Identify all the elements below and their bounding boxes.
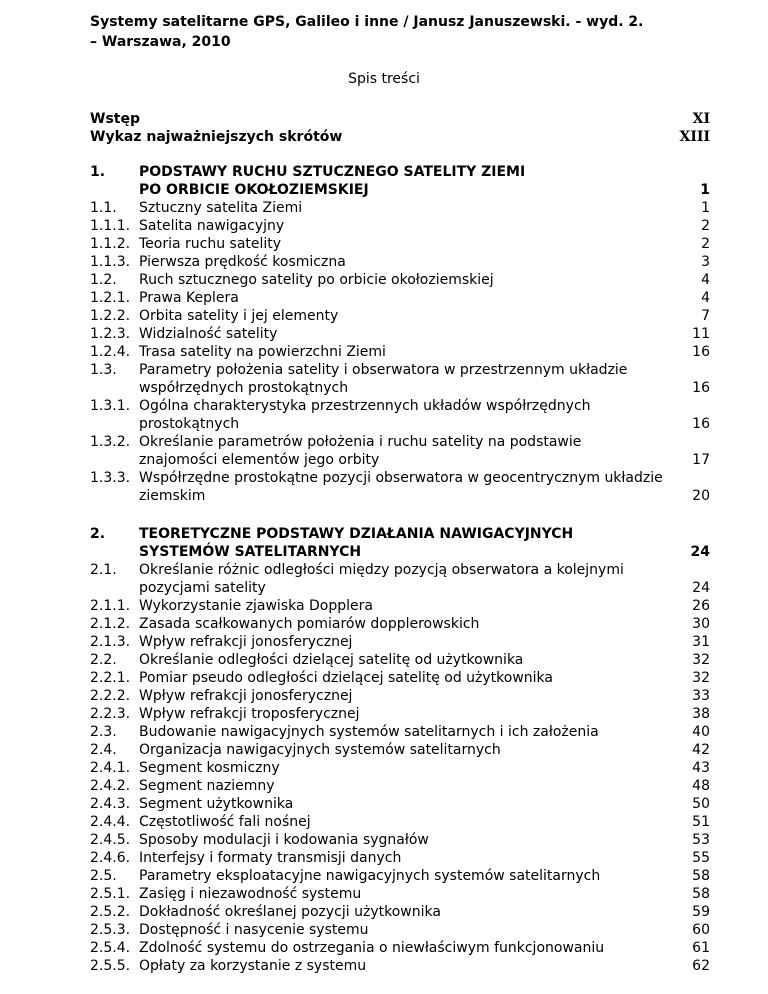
chapter-2-section [90,525,710,975]
entry-number: 1.2.4. [90,344,131,360]
toc-entry [90,597,710,615]
toc-entry [90,289,710,307]
entry-number: 2.5.4. [90,940,131,956]
toc-entry [90,307,710,325]
toc-entry [90,343,710,361]
entry-title: Zdolność systemu do ostrzegania o niewłaściwym funkcjonowaniu [139,940,605,956]
entry-number: 1.1.2. [90,236,131,252]
entry-title: Trasa satelity na powierzchni Ziemi [139,344,386,360]
entry-number: 2.1.2. [90,616,131,632]
toc-entry [90,469,710,505]
entry-page: 3 [701,254,710,270]
entry-title: Opłaty za korzystanie z systemu [139,958,367,974]
entry-title: Wpływ refrakcji jonosferycznej [139,688,353,704]
entry-page: 2 [701,236,710,252]
entry-number: 2.5. [90,868,117,884]
toc-heading: Spis treści [348,71,420,87]
citation-line-1: Systemy satelitarne GPS, Galileo i inne / Janusz Januszewski. - wyd. 2. [90,14,644,30]
chapter-2-heading [90,525,710,561]
entry-page: 32 [692,670,710,686]
entry-title: Sztuczny satelita Ziemi [139,200,303,216]
entry-title: Dokładność określanej pozycji użytkownika [139,904,441,920]
entry-number: 1.3. [90,362,117,378]
entry-number: 2.1.3. [90,634,131,650]
toc-entry [90,199,710,217]
entry-title: Satelita nawigacyjny [139,218,285,234]
book-citation [90,12,730,52]
toc-entry [90,687,710,705]
toc-entry [90,777,710,795]
entry-page: 62 [692,958,710,974]
toc-entry [90,867,710,885]
entry-number: 2.4.2. [90,778,131,794]
toc-entry [90,813,710,831]
entry-title: Interfejsy i formaty transmisji danych [139,850,402,866]
entry-number: 2.2.2. [90,688,131,704]
toc-entry [90,849,710,867]
entry-number: 1.3.1. [90,398,131,414]
entry-title: Parametry eksploatacyjne nawigacyjnych systemów satelitarnych [139,868,601,884]
entry-page: 58 [692,868,710,884]
toc-entry [90,235,710,253]
chapter-1-section [90,163,710,505]
entry-title: Teoria ruchu satelity [139,236,282,252]
toc-entry [90,939,710,957]
entry-page: 42 [692,742,710,758]
toc-entry [90,633,710,651]
entry-title: Wpływ refrakcji jonosferycznej [139,634,353,650]
entry-number: 2.2.3. [90,706,131,722]
entry-title: Pierwsza prędkość kosmiczna [139,254,346,270]
entry-number: 2.4.3. [90,796,131,812]
entry-page: 40 [692,724,710,740]
entry-title: Współrzędne prostokątne pozycji obserwatora w geocentrycznym układzie ziemskim [139,470,663,504]
entry-number: 2.4.4. [90,814,131,830]
chapter-page: 24 [690,544,710,560]
entry-title: Segment użytkownika [139,796,294,812]
entry-page: 59 [692,904,710,920]
toc-entry [90,561,710,597]
chapter-number: 2. [90,526,106,542]
front-matter-intro [90,110,710,128]
entry-page: 1 [701,200,710,216]
entry-page: 38 [692,706,710,722]
chapter-page: 1 [700,182,710,198]
toc-entry [90,615,710,633]
front-page: XIII [679,129,710,145]
entry-number: 2.3. [90,724,117,740]
entry-page: 51 [692,814,710,830]
entry-page: 58 [692,886,710,902]
chapter-title: TEORETYCZNE PODSTAWY DZIAŁANIA NAWIGACYJNYCH SYSTEMÓW SATELITARNYCH [139,526,574,560]
front-title: Wstęp [90,111,140,127]
entry-page: 48 [692,778,710,794]
entry-page: 26 [692,598,710,614]
entry-number: 2.1.1. [90,598,131,614]
chapter-number: 1. [90,164,106,180]
entry-page: 33 [692,688,710,704]
entry-title: Segment naziemny [139,778,275,794]
entry-title: Organizacja nawigacyjnych systemów satelitarnych [139,742,501,758]
entry-title: Parametry położenia satelity i obserwatora w przestrzennym układzie współrzędnych prostokątnych [139,362,628,396]
toc-entry [90,903,710,921]
toc-entry [90,957,710,975]
chapter-2-entries [90,561,710,975]
entry-page: 2 [701,218,710,234]
toc-entry [90,325,710,343]
entry-page: 16 [692,344,710,360]
toc-entry [90,669,710,687]
toc-entry [90,271,710,289]
entry-page: 11 [692,326,710,342]
front-title: Wykaz najważniejszych skrótów [90,129,343,145]
entry-title: Ruch sztucznego satelity po orbicie okołoziemskiej [139,272,494,288]
entry-page: 61 [692,940,710,956]
chapter-1-entries [90,199,710,505]
toc-entry [90,795,710,813]
citation-line-2: – Warszawa, 2010 [90,34,231,50]
chapter-1-heading [90,163,710,199]
entry-number: 1.2.1. [90,290,131,306]
entry-title: Wpływ refrakcji troposferycznej [139,706,360,722]
entry-number: 1.2. [90,272,117,288]
chapter-title: PODSTAWY RUCHU SZTUCZNEGO SATELITY ZIEMI PO ORBICIE OKOŁOZIEMSKIEJ [139,164,526,198]
toc-entry [90,831,710,849]
entry-number: 1.1.3. [90,254,131,270]
entry-page: 30 [692,616,710,632]
entry-title: Pomiar pseudo odległości dzielącej satelitę od użytkownika [139,670,553,686]
toc-entry [90,397,710,433]
entry-number: 1.3.2. [90,434,131,450]
entry-page: 17 [692,452,710,468]
entry-page: 7 [701,308,710,324]
entry-title: Segment kosmiczny [139,760,280,776]
entry-number: 2.4. [90,742,117,758]
toc-entry [90,705,710,723]
entry-number: 1.2.3. [90,326,131,342]
entry-page: 16 [692,416,710,432]
entry-title: Określanie różnic odległości między pozycją obserwatora a kolejnymi pozycjami satelity [139,562,624,596]
entry-title: Budowanie nawigacyjnych systemów satelitarnych i ich założenia [139,724,599,740]
entry-title: Prawa Keplera [139,290,239,306]
front-page: XI [692,111,710,127]
entry-title: Widzialność satelity [139,326,278,342]
entry-page: 55 [692,850,710,866]
toc-entry [90,253,710,271]
entry-page: 32 [692,652,710,668]
entry-page: 43 [692,760,710,776]
entry-title: Zasięg i niezawodność systemu [139,886,362,902]
entry-number: 2.5.2. [90,904,131,920]
entry-number: 2.2.1. [90,670,131,686]
entry-page: 50 [692,796,710,812]
entry-page: 4 [701,290,710,306]
toc-entry [90,651,710,669]
toc-entry [90,723,710,741]
entry-number: 2.2. [90,652,117,668]
entry-number: 2.4.5. [90,832,131,848]
front-matter-abbreviations [90,128,710,146]
entry-title: Orbita satelity i jej elementy [139,308,339,324]
entry-title: Częstotliwość fali nośnej [139,814,311,830]
entry-title: Sposoby modulacji i kodowania sygnałów [139,832,429,848]
entry-title: Dostępność i nasycenie systemu [139,922,369,938]
entry-page: 24 [692,580,710,596]
toc-entry [90,433,710,469]
toc-entry [90,217,710,235]
entry-page: 60 [692,922,710,938]
entry-number: 2.4.1. [90,760,131,776]
entry-title: Zasada scałkowanych pomiarów dopplerowskich [139,616,480,632]
entry-page: 16 [692,380,710,396]
entry-number: 2.5.5. [90,958,131,974]
entry-title: Określanie parametrów położenia i ruchu satelity na podstawie znajomości elementów jego orbity [139,434,582,468]
entry-page: 53 [692,832,710,848]
toc-entry [90,885,710,903]
entry-number: 2.4.6. [90,850,131,866]
entry-page: 20 [692,488,710,504]
entry-page: 4 [701,272,710,288]
toc-entry [90,759,710,777]
entry-page: 31 [692,634,710,650]
entry-number: 1.1.1. [90,218,131,234]
entry-title: Określanie odległości dzielącej satelitę od użytkownika [139,652,524,668]
toc-entry [90,921,710,939]
entry-number: 2.5.3. [90,922,131,938]
entry-title: Ogólna charakterystyka przestrzennych układów współrzędnych prostokątnych [139,398,591,432]
entry-number: 2.1. [90,562,117,578]
entry-number: 1.1. [90,200,117,216]
entry-number: 1.2.2. [90,308,131,324]
toc-entry [90,361,710,397]
toc-entry [90,741,710,759]
entry-title: Wykorzystanie zjawiska Dopplera [139,598,373,614]
entry-number: 2.5.1. [90,886,131,902]
entry-number: 1.3.3. [90,470,131,486]
